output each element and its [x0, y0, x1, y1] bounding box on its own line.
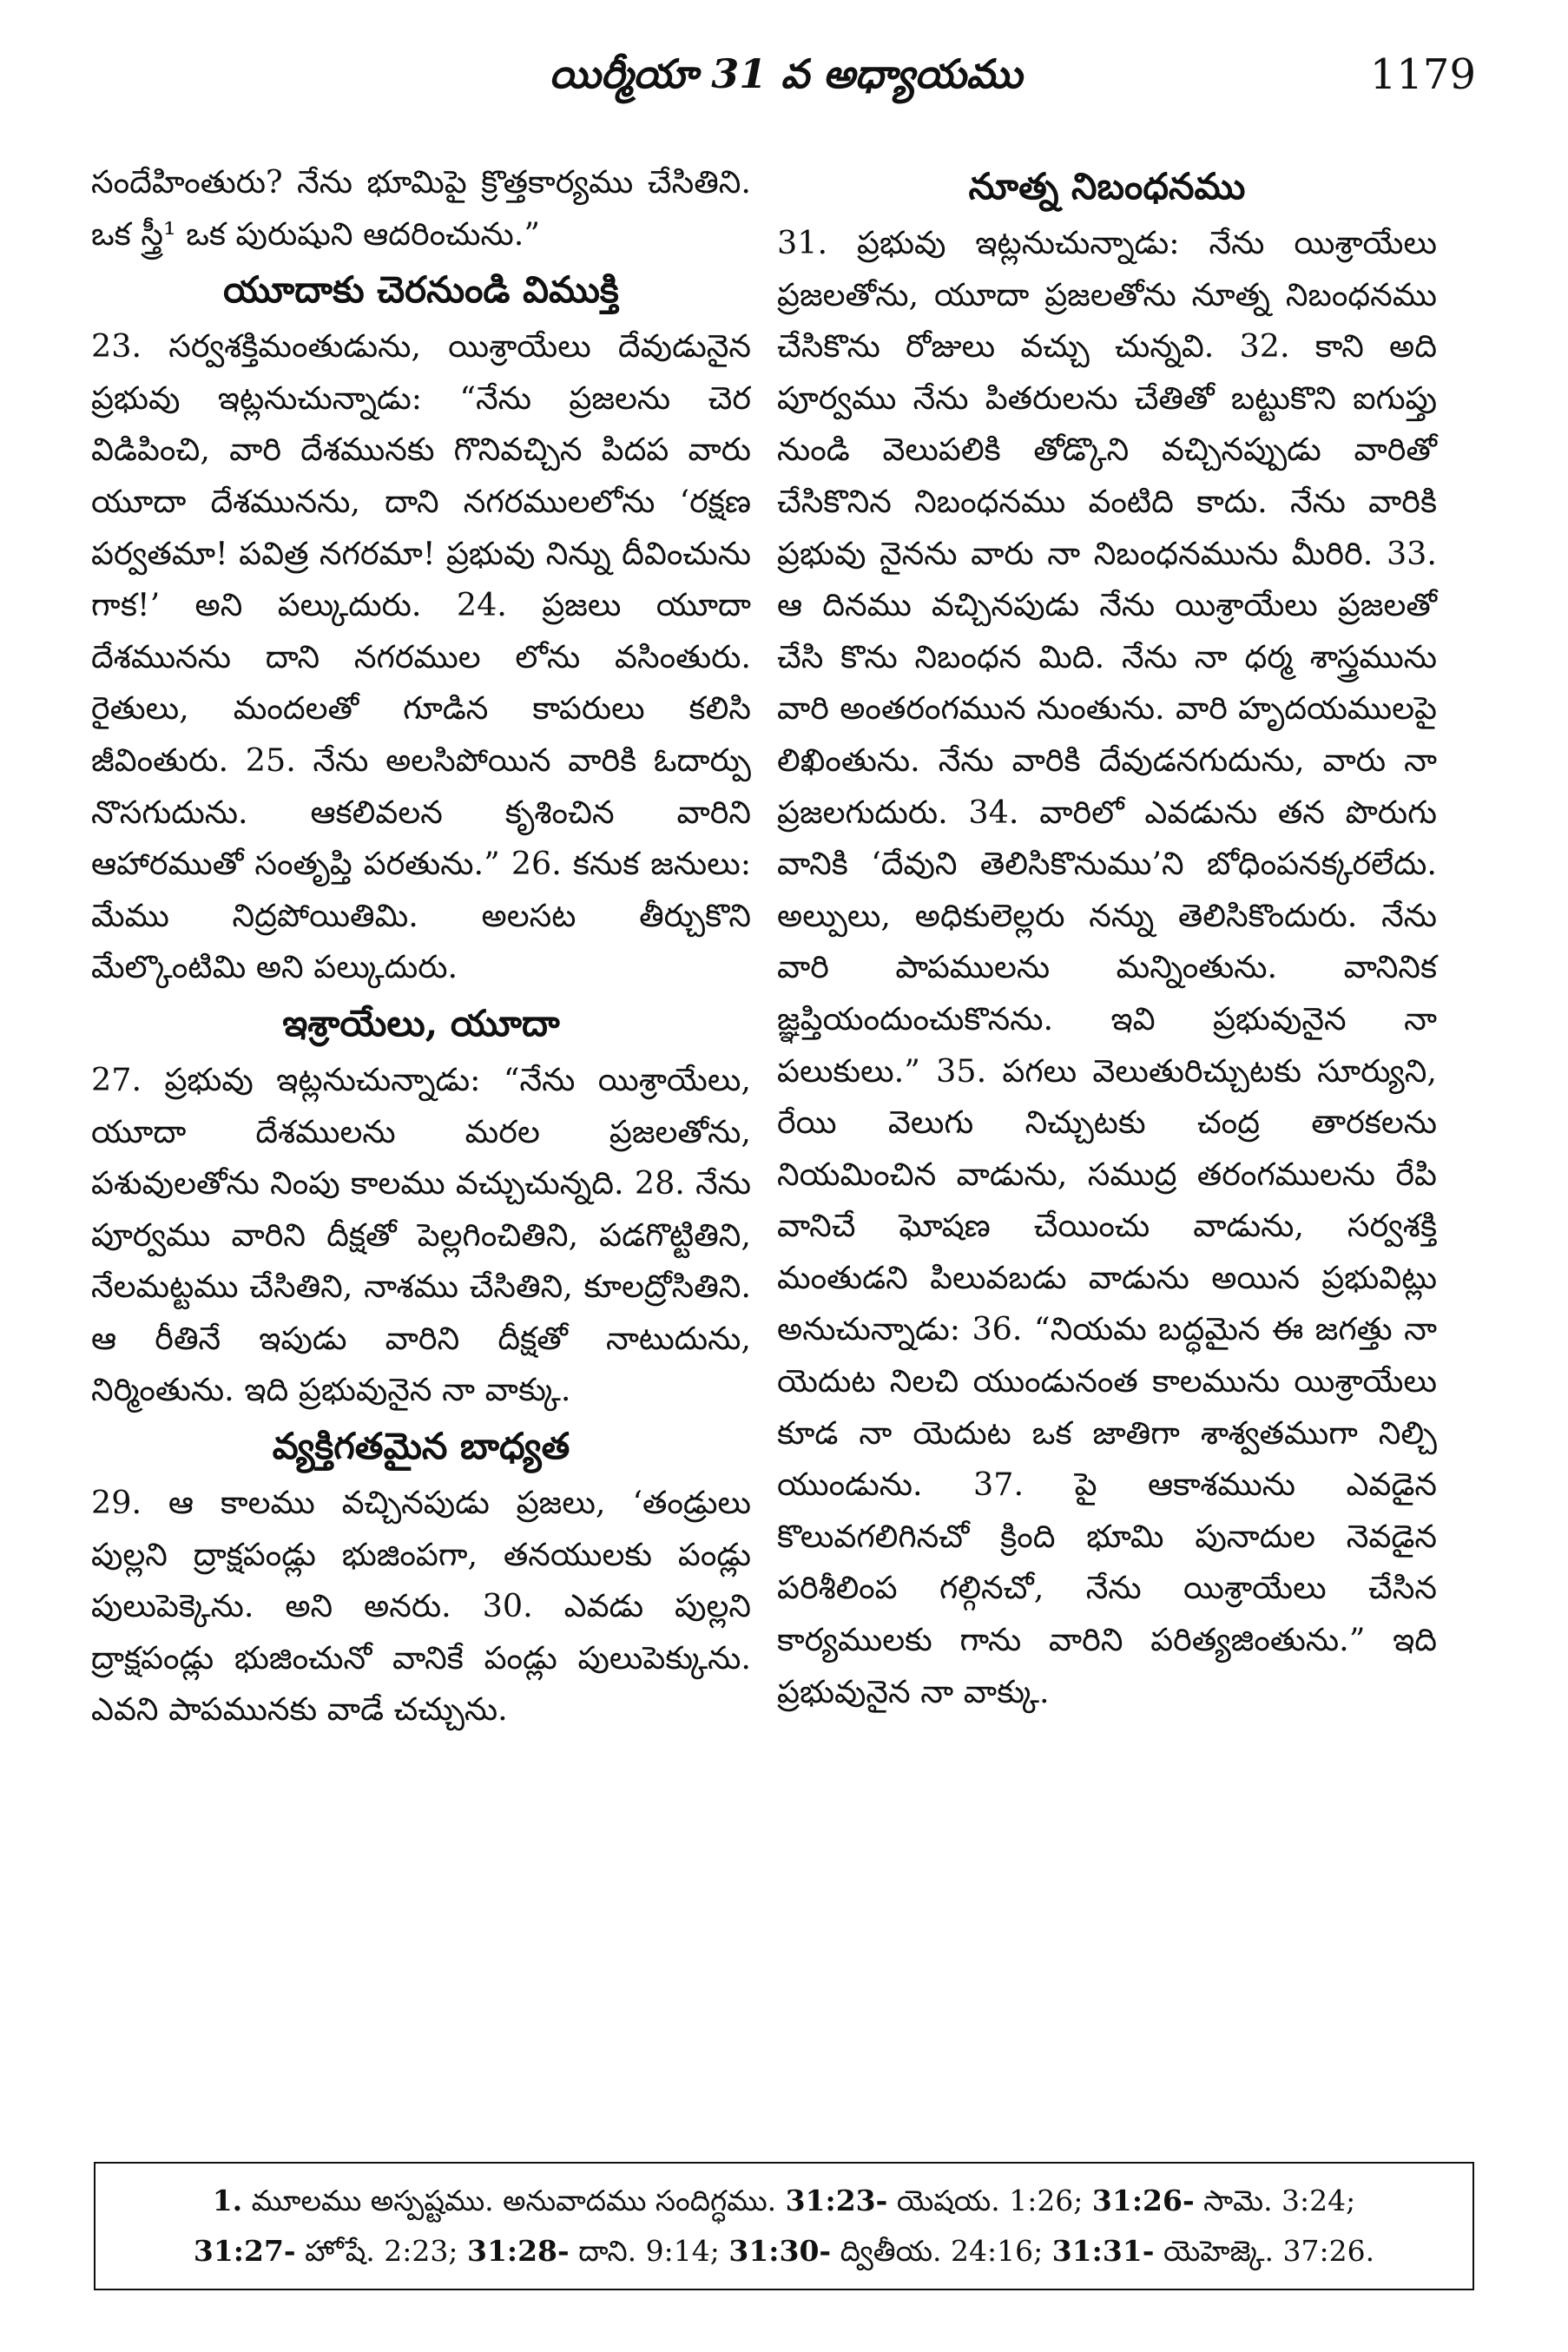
cross-reference: 31:30-	[728, 2234, 832, 2268]
cross-reference-text: యెషయ. 1:26;	[887, 2184, 1092, 2217]
right-column	[777, 156, 1437, 1717]
paragraph: 29. ఆ కాలము వచ్చినపుడు ప్రజలు, ‘తండ్రులు పుల్లని ద్రాక్షపండ్లు భుజింపగా, తనయులకు పండ్లు పులుపెక్కెను. అని అనరు. 30. ఎవడు పుల్లని ద్రాక్షపండ్లు భుజించునో వానికే పండ్లు పులుపెక్కును. ఎవని పాపమునకు వాడే చచ్చును.	[91, 1484, 751, 1729]
section-heading: ఇశ్రాయేలు, యూదా	[282, 1001, 560, 1044]
cross-reference: 31:28-	[466, 2234, 570, 2268]
footnote-text: మూలము అస్పష్టము. అనువాదము సందిగ్ధము.	[242, 2184, 786, 2217]
cross-reference: 31:27-	[193, 2234, 296, 2268]
footnote-line	[116, 2226, 1452, 2276]
paragraph: 31. ప్రభువు ఇట్లనుచున్నాడు: నేను యిశ్రాయేలు ప్రజలతోను, యూదా ప్రజలతోను నూత్న నిబంధనము చేసికొను రోజులు వచ్చు చున్నవి. 32. కాని అది పూర్వము నేను పితరులను చేతితో బట్టుకొని ఐగుప్తు నుండి వెలుపలికి తోడ్కొని వచ్చినప్పుడు వారితో చేసికొనిన నిబంధనము వంటిది కాదు. నేను వారికి ప్రభువు నైనను వారు నా నిబంధనమును మీరిరి. 33. ఆ దినము వచ్చినపుడు నేను యిశ్రాయేలు ప్రజలతో చేసి కొను నిబంధన మిది. నేను నా ధర్మ శాస్త్రమును వారి అంతరంగమున నుంతును. వారి హృదయములపై లిఖింతును. నేను వారికి దేవుడనగుదును, వారు నా ప్రజలగుదురు. 34. వారిలో ఎవడును తన పొరుగు వానికి ‘దేవుని తెలిసికొనుము’ని బోధింపనక్కరలేదు. అల్పులు, అధికులెల్లరు నన్ను తెలిసికొందురు. నేను వారి పాపములను మన్నింతును. వానినిక జ్ఞప్తియందుంచుకొనను. ఇవి ప్రభువునైన నా పలుకులు.” 35. పగలు వెలుతురిచ్చుటకు సూర్యుని, రేయి వెలుగు నిచ్చుటకు చంద్ర తారకలను నియమించిన వాడును, సముద్ర తరంగములను రేపి వానిచే ఘోషణ చేయించు వాడును, సర్వశక్తి మంతుడని పిలువబడు వాడును అయిన ప్రభువిట్లు అనుచున్నాడు: 36. “నియమ బద్ధమైన ఈ జగత్తు నా యెదుట నిలచి యుండునంత కాలమును యిశ్రాయేలు కూడ నా యెదుట ఒక జాతిగా శాశ్వతముగా నిల్చి యుండును. 37. పై ఆకాశమును ఎవడైన కొలువగలిగినచో క్రింది భూమి పునాదుల నెవడైన పరిశీలింప గల్గినచో, నేను యిశ్రాయేలు చేసిన కార్యములకు గాను వారిని పరిత్యజింతును.” ఇది ప్రభువునైన నా వాక్కు.	[777, 224, 1437, 1710]
section-heading: యూదాకు చెరనుండి విముక్తి	[223, 268, 619, 312]
cross-reference-text: ద్వితీయ. 24:16;	[831, 2234, 1052, 2268]
paragraph: 23. సర్వశక్తిమంతుడును, యిశ్రాయేలు దేవుడునైన ప్రభువు ఇట్లనుచున్నాడు: “నేను ప్రజలను చెర విడిపించి, వారి దేశమునకు గొనివచ్చిన పిదప వారు యూదా దేశమునను, దాని నగరములలోను ‘రక్షణ పర్వతమా! పవిత్ర నగరమా! ప్రభువు నిన్ను దీవించును గాక!’ అని పల్కుదురు. 24. ప్రజలు యూదా దేశమునను దాని నగరముల లోను వసింతురు. రైతులు, మందలతో గూడిన కాపరులు కలిసి జీవింతురు. 25. నేను అలసిపోయిన వారికి ఓదార్పు నొసగుదును. ఆకలివలన కృశించిన వారిని ఆహారముతో సంతృప్తి పరతును.” 26. కనుక జనులు: మేము నిద్రపోయితిమి. అలసట తీర్చుకొని మేల్కొంటిమి అని పల్కుదురు.	[91, 327, 751, 986]
paragraph: సందేహింతురు? నేను భూమిపై క్రొత్తకార్యము చేసితిని. ఒక స్త్రీ¹ ఒక పురుషుని ఆదరించును.”	[91, 163, 751, 253]
running-head	[96, 50, 1476, 111]
left-column	[91, 156, 751, 1736]
page-number: 1179	[1369, 50, 1476, 99]
cross-reference: 31:31-	[1051, 2234, 1155, 2268]
footnote-line	[116, 2176, 1452, 2226]
running-title: యిర్మీయా 31 వ అధ్యాయము	[549, 50, 1023, 97]
cross-reference-text: హోషే. 2:23;	[295, 2234, 467, 2268]
cross-reference-text: యెహెజ్కె. 37:26.	[1154, 2234, 1375, 2268]
cross-reference: 31:26-	[1091, 2184, 1195, 2217]
cross-reference-text: సామె. 3:24;	[1194, 2184, 1356, 2217]
paragraph: 27. ప్రభువు ఇట్లనుచున్నాడు: “నేను యిశ్రాయేలు, యూదా దేశములను మరల ప్రజలతోను, పశువులతోను నింపు కాలము వచ్చుచున్నది. 28. నేను పూర్వము వారిని దీక్షతో పెల్లగించితిని, పడగొట్టితిని, నేలమట్టము చేసితిని, నాశము చేసితిని, కూలద్రోసితిని. ఆ రీతినే ఇపుడు వారిని దీక్షతో నాటుదును, నిర్మింతును. ఇది ప్రభువునైన నా వాక్కు.	[91, 1060, 751, 1409]
cross-reference-text: దాని. 9:14;	[569, 2234, 729, 2268]
section-heading: వ్యక్తిగతమైన బాధ్యత	[272, 1425, 570, 1468]
footnotes-box	[94, 2162, 1474, 2290]
cross-reference: 31:23-	[785, 2184, 888, 2217]
footnote-number: 1.	[212, 2184, 243, 2217]
section-heading: నూత్న నిబంధనము	[968, 165, 1246, 208]
